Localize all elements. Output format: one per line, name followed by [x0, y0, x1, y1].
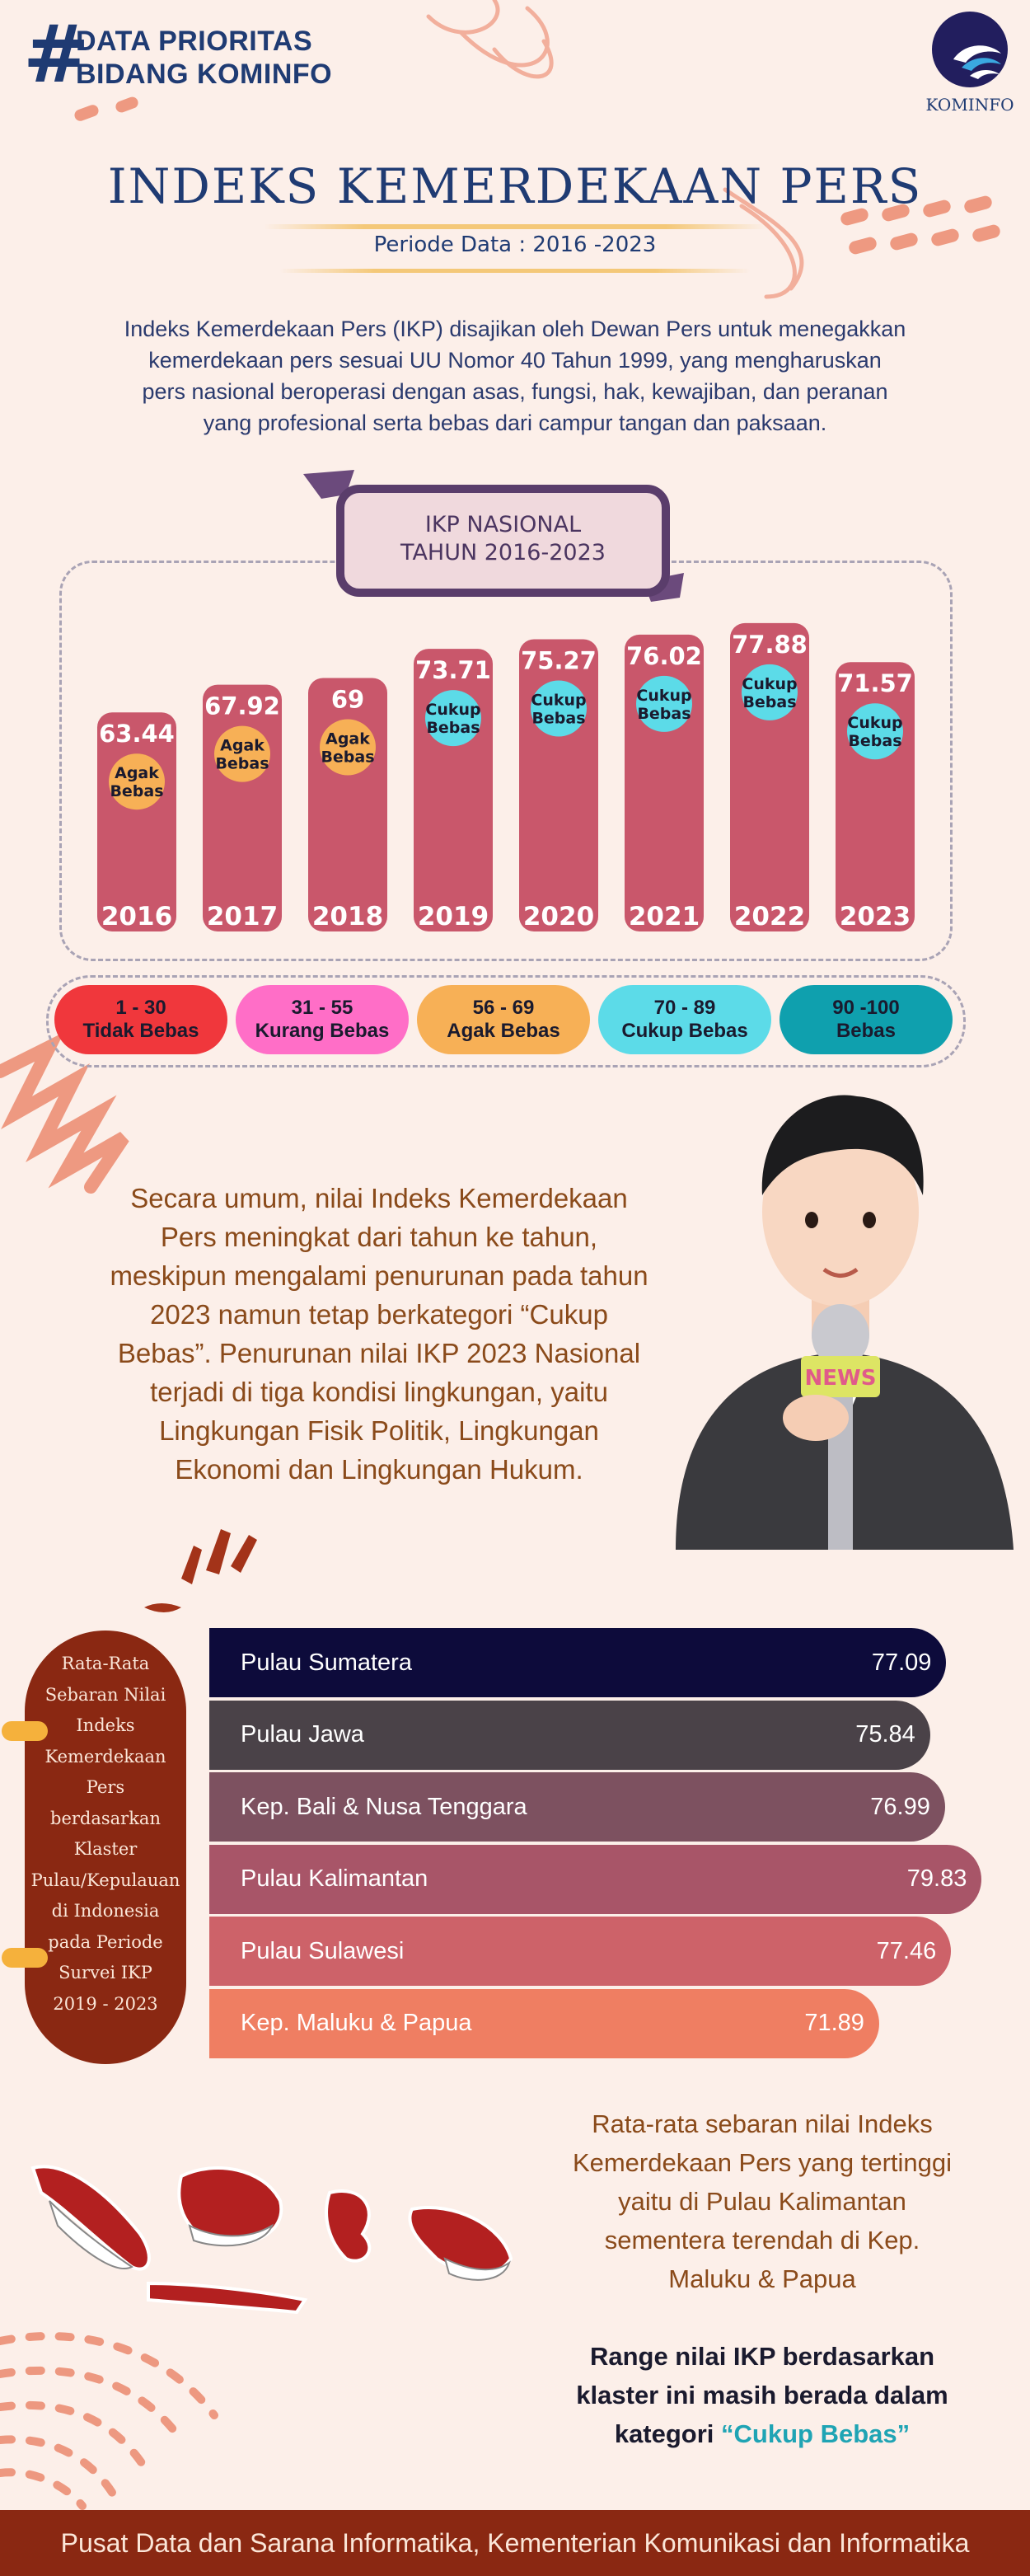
category-badge-text: Cukup [847, 714, 903, 733]
cluster-caption [25, 1649, 186, 2020]
cluster-caption-line: Survei IKP [59, 1963, 152, 1982]
summary-line: 2023 namun tetap berkategori “Cukup [150, 1299, 608, 1330]
cluster-caption-line: di Indonesia [51, 1901, 160, 1921]
year-tick-label: 2022 [733, 902, 806, 931]
cluster-bar [209, 1701, 930, 1770]
category-badge-text: Agak [115, 764, 159, 783]
legend-label: Tidak Bebas [82, 1020, 199, 1042]
intro-line: yang profesional serta bebas dari campur tangan dan paksaan. [203, 411, 827, 435]
kominfo-logo [925, 8, 1015, 115]
intro-line: pers nasional beroperasi dengan asas, fungsi, hak, kewajiban, dan peranan [142, 379, 888, 404]
cluster-caption-line: Rata-Rata [61, 1654, 150, 1673]
year-tick-label: 2019 [417, 902, 489, 931]
logo-caption: KOMINFO [925, 95, 1014, 115]
category-badge-text: Agak [220, 736, 265, 755]
mic-news-label: NEWS [804, 1366, 877, 1391]
range-conclusion-line: klaster ini masih berada dalam [576, 2381, 948, 2409]
range-conclusion [536, 2337, 989, 2453]
cluster-bar-value: 79.83 [906, 1865, 967, 1892]
cluster-caption-line: Indeks [76, 1715, 135, 1735]
cluster-bar-value: 71.89 [804, 2010, 864, 2036]
legend-label: Kurang Bebas [255, 1020, 390, 1042]
chart-label-line-2: TAHUN 2016-2023 [400, 540, 606, 565]
cluster-caption-line: Klaster [73, 1839, 138, 1859]
cluster-bar-value: 77.09 [871, 1649, 932, 1676]
category-badge-text: Bebas [321, 748, 375, 767]
bar-2023 [836, 662, 915, 931]
category-badge-text: Cukup [636, 686, 692, 705]
cluster-bar-label: Kep. Bali & Nusa Tenggara [241, 1793, 527, 1820]
indonesia-map-illustration [16, 2143, 527, 2358]
category-badge-text: Cukup [425, 701, 481, 720]
bar-value-label: 75.27 [521, 646, 597, 675]
category-badge-text: Bebas [637, 704, 691, 723]
cluster-bar-value: 75.84 [855, 1721, 915, 1748]
title-underline-bottom [280, 269, 750, 273]
intro-line: kemerdekaan pers sesuai UU Nomor 40 Tahun 1999, yang mengharuskan [148, 348, 882, 373]
bar-value-label: 67.92 [204, 692, 280, 720]
summary-line: terjadi di tiga kondisi lingkungan, yaitu [150, 1377, 608, 1407]
cluster-bar-value: 77.46 [876, 1937, 937, 1964]
cluster-bar [209, 1628, 946, 1697]
legend-item-kurang-bebas [236, 985, 409, 1054]
range-conclusion-line: Range nilai IKP berdasarkan [589, 2342, 935, 2371]
cluster-bar-label: Pulau Sumatera [241, 1649, 412, 1676]
cluster-bar [209, 1772, 945, 1842]
category-badge-text: Agak [325, 730, 370, 748]
cluster-caption-line: pada Periode [48, 1931, 163, 1952]
category-badge-text: Bebas [848, 732, 902, 751]
category-badge-text: Bebas [110, 782, 164, 801]
legend-label: Cukup Bebas [621, 1020, 748, 1042]
cluster-bar-value: 76.99 [870, 1793, 930, 1820]
cluster-summary-line: Kemerdekaan Pers yang tertinggi [572, 2148, 953, 2177]
bar-value-label: 77.88 [732, 630, 808, 659]
cluster-caption-line: Pulau/Kepulauan [30, 1870, 180, 1890]
legend-item-tidak-bebas [54, 985, 227, 1054]
intro-line: Indeks Kemerdekaan Pers (IKP) disajikan oleh Dewan Pers untuk menegakkan [124, 317, 906, 341]
range-conclusion-highlight: “Cukup Bebas” [721, 2419, 911, 2448]
bar-2017 [203, 685, 282, 931]
legend-range: 56 - 69 [472, 997, 535, 1019]
year-tick-label: 2021 [628, 902, 700, 931]
category-badge-text: Bebas [531, 709, 586, 728]
bar-value-label: 69 [330, 685, 365, 714]
category-badge-text: Bebas [426, 719, 480, 738]
year-tick-label: 2023 [839, 902, 911, 931]
cluster-bar-label: Pulau Sulawesi [241, 1937, 405, 1964]
header-line-2: BIDANG KOMINFO [76, 59, 333, 90]
cluster-summary [536, 2104, 989, 2298]
category-badge-text: Cukup [742, 674, 798, 693]
summary-line: Pers meningkat dari tahun ke tahun, [160, 1222, 598, 1252]
legend-range: 70 - 89 [653, 997, 716, 1019]
cluster-bar-label: Kep. Maluku & Papua [241, 2010, 472, 2036]
chart-label [336, 511, 670, 567]
title-underline-top [264, 224, 766, 229]
category-badge-text: Bebas [742, 692, 797, 711]
cluster-bar-label: Pulau Kalimantan [241, 1865, 428, 1892]
year-tick-label: 2018 [311, 902, 384, 931]
intro-paragraph [91, 313, 939, 439]
summary-line: Secara umum, nilai Indeks Kemerdekaan [130, 1183, 628, 1213]
year-tick-label: 2017 [206, 902, 279, 931]
legend-item-bebas [780, 985, 953, 1054]
chart-label-line-1: IKP NASIONAL [424, 512, 582, 537]
year-tick-label: 2020 [522, 902, 595, 931]
bar-value-label: 71.57 [837, 669, 913, 698]
legend-range: 1 - 30 [115, 997, 166, 1019]
summary-paragraph [82, 1179, 676, 1489]
cluster-caption-line: berdasarkan [50, 1808, 161, 1828]
category-badge-text: Cukup [531, 691, 587, 710]
reporter-illustration [643, 1072, 1030, 1550]
category-badge-text: Bebas [215, 754, 269, 773]
kominfo-logo-icon [929, 8, 1011, 91]
summary-line: Bebas”. Penurunan nilai IKP 2023 Nasional [117, 1338, 641, 1368]
legend-item-cukup-bebas [598, 985, 771, 1054]
cluster-caption-line: 2019 - 2023 [53, 1993, 158, 2014]
legend-range: 90 -100 [832, 997, 900, 1019]
range-conclusion-line [536, 2414, 989, 2453]
cluster-summary-line: yaitu di Pulau Kalimantan [618, 2187, 906, 2216]
ikp-bar-chart [0, 594, 1030, 940]
cluster-caption-line: Kemerdekaan [44, 1746, 166, 1767]
cluster-summary-line: Rata-rata sebaran nilai Indeks [592, 2109, 933, 2138]
cluster-bar [209, 1845, 981, 1914]
legend-label: Bebas [836, 1020, 897, 1042]
summary-line: meskipun mengalami penurunan pada tahun [110, 1260, 648, 1291]
summary-line: Lingkungan Fisik Politik, Lingkungan [159, 1415, 599, 1446]
cluster-bar-label: Pulau Jawa [241, 1721, 364, 1748]
legend-item-agak-bebas [417, 985, 590, 1054]
legend-label: Agak Bebas [447, 1020, 560, 1042]
header-line-1: DATA PRIORITAS [76, 26, 313, 57]
cluster-bar [209, 1989, 879, 2058]
footer-text: Pusat Data dan Sarana Informatika, Kementerian Komunikasi dan Informatika [60, 2528, 970, 2558]
header-title [76, 25, 332, 91]
cluster-caption-line: Pers [86, 1777, 125, 1797]
hashtag-icon: # [23, 8, 90, 101]
year-tick-label: 2016 [101, 902, 173, 931]
cluster-summary-line: Maluku & Papua [668, 2264, 856, 2293]
bar-value-label: 73.71 [415, 656, 491, 685]
cluster-bar [209, 1917, 951, 1986]
range-conclusion-prefix: kategori [614, 2419, 722, 2448]
period-subtitle: Periode Data : 2016 -2023 [373, 232, 657, 257]
bar-value-label: 63.44 [99, 720, 175, 748]
bar-2018 [308, 678, 387, 932]
summary-line: Ekonomi dan Lingkungan Hukum. [175, 1454, 583, 1485]
legend-range: 31 - 55 [291, 997, 353, 1019]
cluster-summary-line: sementera terendah di Kep. [604, 2226, 920, 2255]
bar-value-label: 76.02 [626, 641, 702, 670]
cluster-caption-line: Sebaran Nilai [44, 1684, 166, 1705]
page-title: INDEKS KEMERDEKAAN PERS [107, 158, 923, 214]
